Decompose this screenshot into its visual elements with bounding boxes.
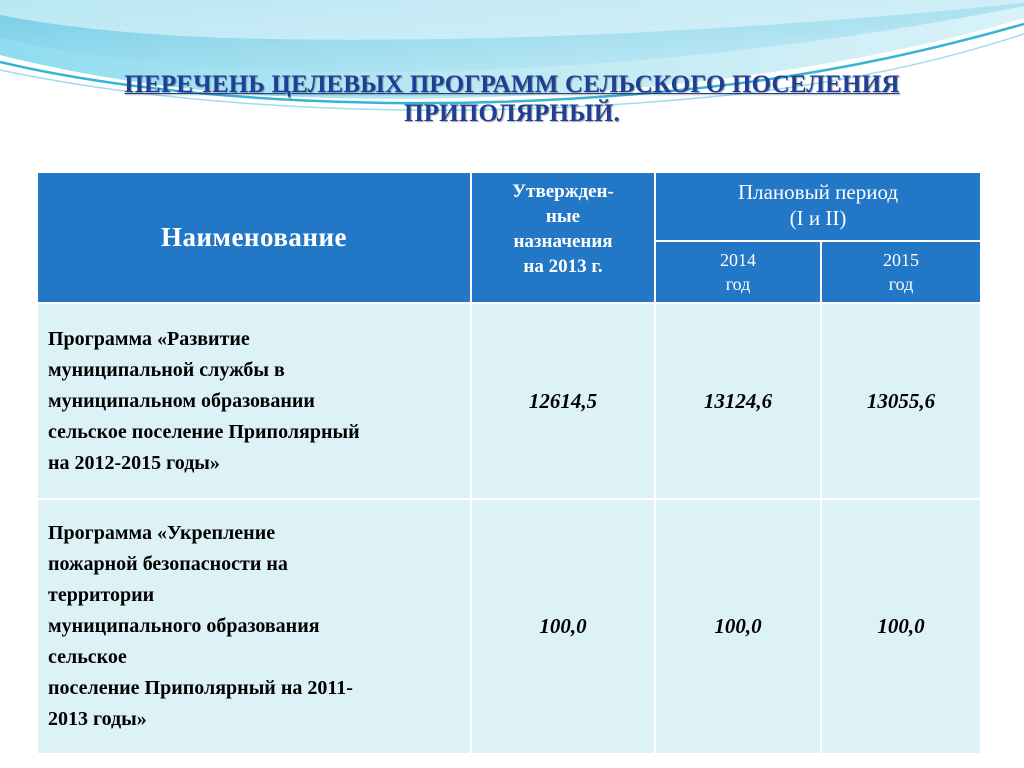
header-plan-period: Плановый период (I и II)	[655, 172, 981, 241]
table-row	[37, 303, 981, 499]
title-line-2: ПРИПОЛЯРНЫЙ.	[404, 100, 620, 127]
plan-2014-value: 13124,6	[655, 303, 821, 499]
plan-2014-value: 100,0	[655, 499, 821, 754]
program-name: Программа «Укрепление пожарной безопасности на территории муниципального образования сельское поселение Приполярный на 2011- 2013 годы»	[37, 499, 471, 754]
header-name: Наименование	[37, 172, 471, 303]
title-line-1: ПЕРЕЧЕНЬ ЦЕЛЕВЫХ ПРОГРАММ СЕЛЬСКОГО ПОСЕЛЕНИЯ	[124, 71, 900, 98]
header-year-2015: 2015 год	[821, 241, 981, 303]
header-approved: Утвержден- ные назначения на 2013 г.	[471, 172, 655, 303]
approved-2013-value: 12614,5	[471, 303, 655, 499]
header-year-2014: 2014 год	[655, 241, 821, 303]
plan-2015-value: 13055,6	[821, 303, 981, 499]
approved-2013-value: 100,0	[471, 499, 655, 754]
programs-table	[36, 171, 982, 755]
page-title	[0, 70, 1024, 128]
header-row-1	[37, 172, 981, 241]
table-row	[37, 499, 981, 754]
program-name: Программа «Развитие муниципальной службы в муниципальном образовании сельское поселение Приполярный на 2012-2015 годы»	[37, 303, 471, 499]
plan-2015-value: 100,0	[821, 499, 981, 754]
